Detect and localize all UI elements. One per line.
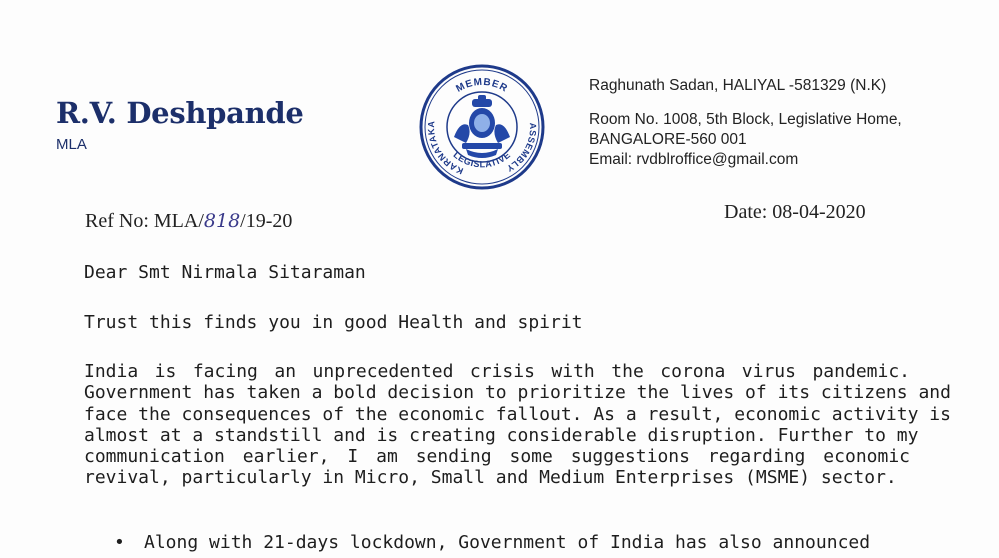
seal-top-text: MEMBER bbox=[454, 76, 510, 95]
bullet-text: Along with 21-days lockdown, Government of India has also announced bbox=[144, 532, 871, 553]
bullet-list-item bbox=[114, 532, 914, 553]
address-line: BANGALORE-560 001 bbox=[589, 131, 747, 148]
paragraph-line: Government has taken a bold decision to prioritize the lives of its citizens and bbox=[84, 382, 951, 404]
sender-name: R.V. Deshpande bbox=[56, 96, 304, 130]
address-line: Room No. 1008, 5th Block, Legislative Home, bbox=[589, 111, 902, 128]
letter-date: Date: 08-04-2020 bbox=[724, 201, 866, 223]
paragraph-line: face the consequences of the economic fallout. As a result, economic activity is bbox=[84, 403, 951, 425]
paragraph-line: India is facing an unprecedented crisis with the corona virus pandemic. bbox=[84, 361, 910, 382]
assembly-seal-icon bbox=[418, 63, 546, 191]
salutation: Dear Smt Nirmala Sitaraman bbox=[84, 262, 366, 283]
bullet-marker: • bbox=[114, 532, 125, 553]
greeting: Trust this finds you in good Health and spirit bbox=[84, 312, 583, 333]
paragraph-line: revival, particularly in Micro, Small and Medium Enterprises (MSME) sector. bbox=[84, 467, 897, 489]
paragraph-line: almost at a standstill and is creating considerable disruption. Further to my bbox=[84, 424, 919, 446]
handwritten-reference: 818 bbox=[203, 210, 241, 232]
sender-address bbox=[589, 76, 929, 170]
reference-prefix: Ref No: MLA/ bbox=[85, 210, 204, 232]
reference-suffix: /19-20 bbox=[240, 210, 293, 232]
paragraph-line: communication earlier, I am sending some suggestions regarding economic bbox=[84, 446, 910, 468]
seal-right-text: ASSEMBLY bbox=[504, 122, 539, 174]
email-line: Email: rvdblroffice@gmail.com bbox=[589, 151, 799, 168]
seal-left-text: KARNATAKA bbox=[426, 120, 465, 177]
body-paragraph bbox=[84, 361, 951, 489]
address-line: Raghunath Sadan, HALIYAL -581329 (N.K) bbox=[589, 77, 887, 94]
reference-number bbox=[85, 210, 292, 233]
sender-title: MLA bbox=[56, 136, 87, 153]
seal-bottom-text: LEGISLATIVE bbox=[451, 149, 513, 170]
